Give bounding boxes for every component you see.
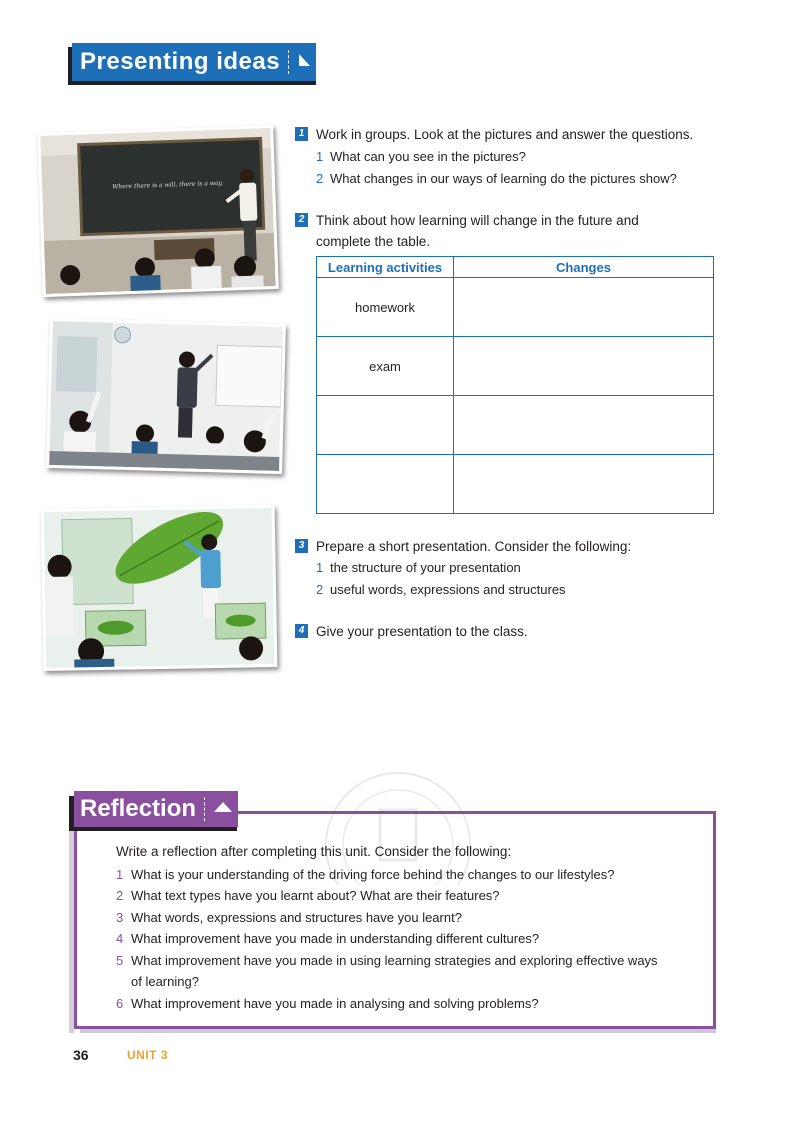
table-cell-change[interactable]	[454, 396, 714, 455]
reflection-item-3: 3 What words, expressions and structures have you learnt?	[116, 910, 462, 925]
photo-blackboard-classroom	[37, 125, 279, 297]
table-header-activities: Learning activities	[317, 257, 454, 278]
task-number-3: 3	[295, 539, 308, 553]
task-3-instruction: Prepare a short presentation. Consider the following:	[316, 539, 632, 554]
section-title: Presenting ideas	[80, 48, 281, 75]
unit-label: UNIT 3	[127, 1048, 169, 1062]
task-3-point-1: 1 the structure of your presentation	[316, 560, 521, 575]
reflection-header	[74, 791, 238, 827]
photo-digital-classroom	[41, 505, 278, 671]
task-1-question-2: 2 What changes in our ways of learning do the pictures show?	[316, 171, 677, 186]
table-row	[317, 455, 714, 514]
reflection-item-2: 2 What text types have you learnt about? What are their features?	[116, 888, 500, 903]
task-number-2: 2	[295, 213, 308, 227]
reflection-item-4: 4 What improvement have you made in understanding different cultures?	[116, 931, 540, 946]
task-number-1: 1	[295, 127, 308, 141]
table-cell-activity[interactable]	[317, 396, 454, 455]
reflection-shadow-bottom	[80, 1029, 716, 1033]
section-header	[72, 43, 316, 81]
reflection-item-5: 5 What improvement have you made in using learning strategies and exploring effective ways of learning?	[116, 953, 658, 989]
table-row	[317, 337, 714, 396]
table-cell-change[interactable]	[454, 455, 714, 514]
table-cell-change[interactable]	[454, 278, 714, 337]
task-2-instruction: Think about how learning will change in the future and complete the table.	[316, 213, 639, 249]
table-header-changes: Changes	[454, 257, 714, 278]
reflection-instruction: Write a reflection after completing this unit. Consider the following:	[116, 844, 512, 859]
photo-raised-hands-classroom	[46, 318, 286, 474]
reflection-title: Reflection	[80, 795, 197, 822]
reflection-item-6: 6 What improvement have you made in analysing and solving problems?	[116, 996, 539, 1011]
blackboard-text: Where there is a will, there is a way.	[112, 179, 224, 191]
table-row	[317, 278, 714, 337]
table-cell-activity: homework	[317, 278, 454, 337]
task-1-instruction: Work in groups. Look at the pictures and answer the questions.	[316, 127, 694, 142]
task-4-instruction: Give your presentation to the class.	[316, 624, 528, 639]
page-number: 36	[73, 1047, 89, 1063]
triangle-up-icon	[213, 800, 233, 818]
header-divider	[288, 50, 289, 74]
task-1-question-1: 1 What can you see in the pictures?	[316, 149, 526, 164]
task-number-4: 4	[295, 624, 308, 638]
table-row	[317, 396, 714, 455]
corner-triangle-icon	[297, 53, 311, 72]
task-3-point-2: 2 useful words, expressions and structures	[316, 582, 566, 597]
table-cell-activity[interactable]	[317, 455, 454, 514]
reflection-item-1: 1 What is your understanding of the driving force behind the changes to our lifestyles?	[116, 867, 615, 882]
header-divider	[204, 797, 205, 821]
table-cell-activity: exam	[317, 337, 454, 396]
table-cell-change[interactable]	[454, 337, 714, 396]
learning-changes-table	[316, 256, 714, 514]
